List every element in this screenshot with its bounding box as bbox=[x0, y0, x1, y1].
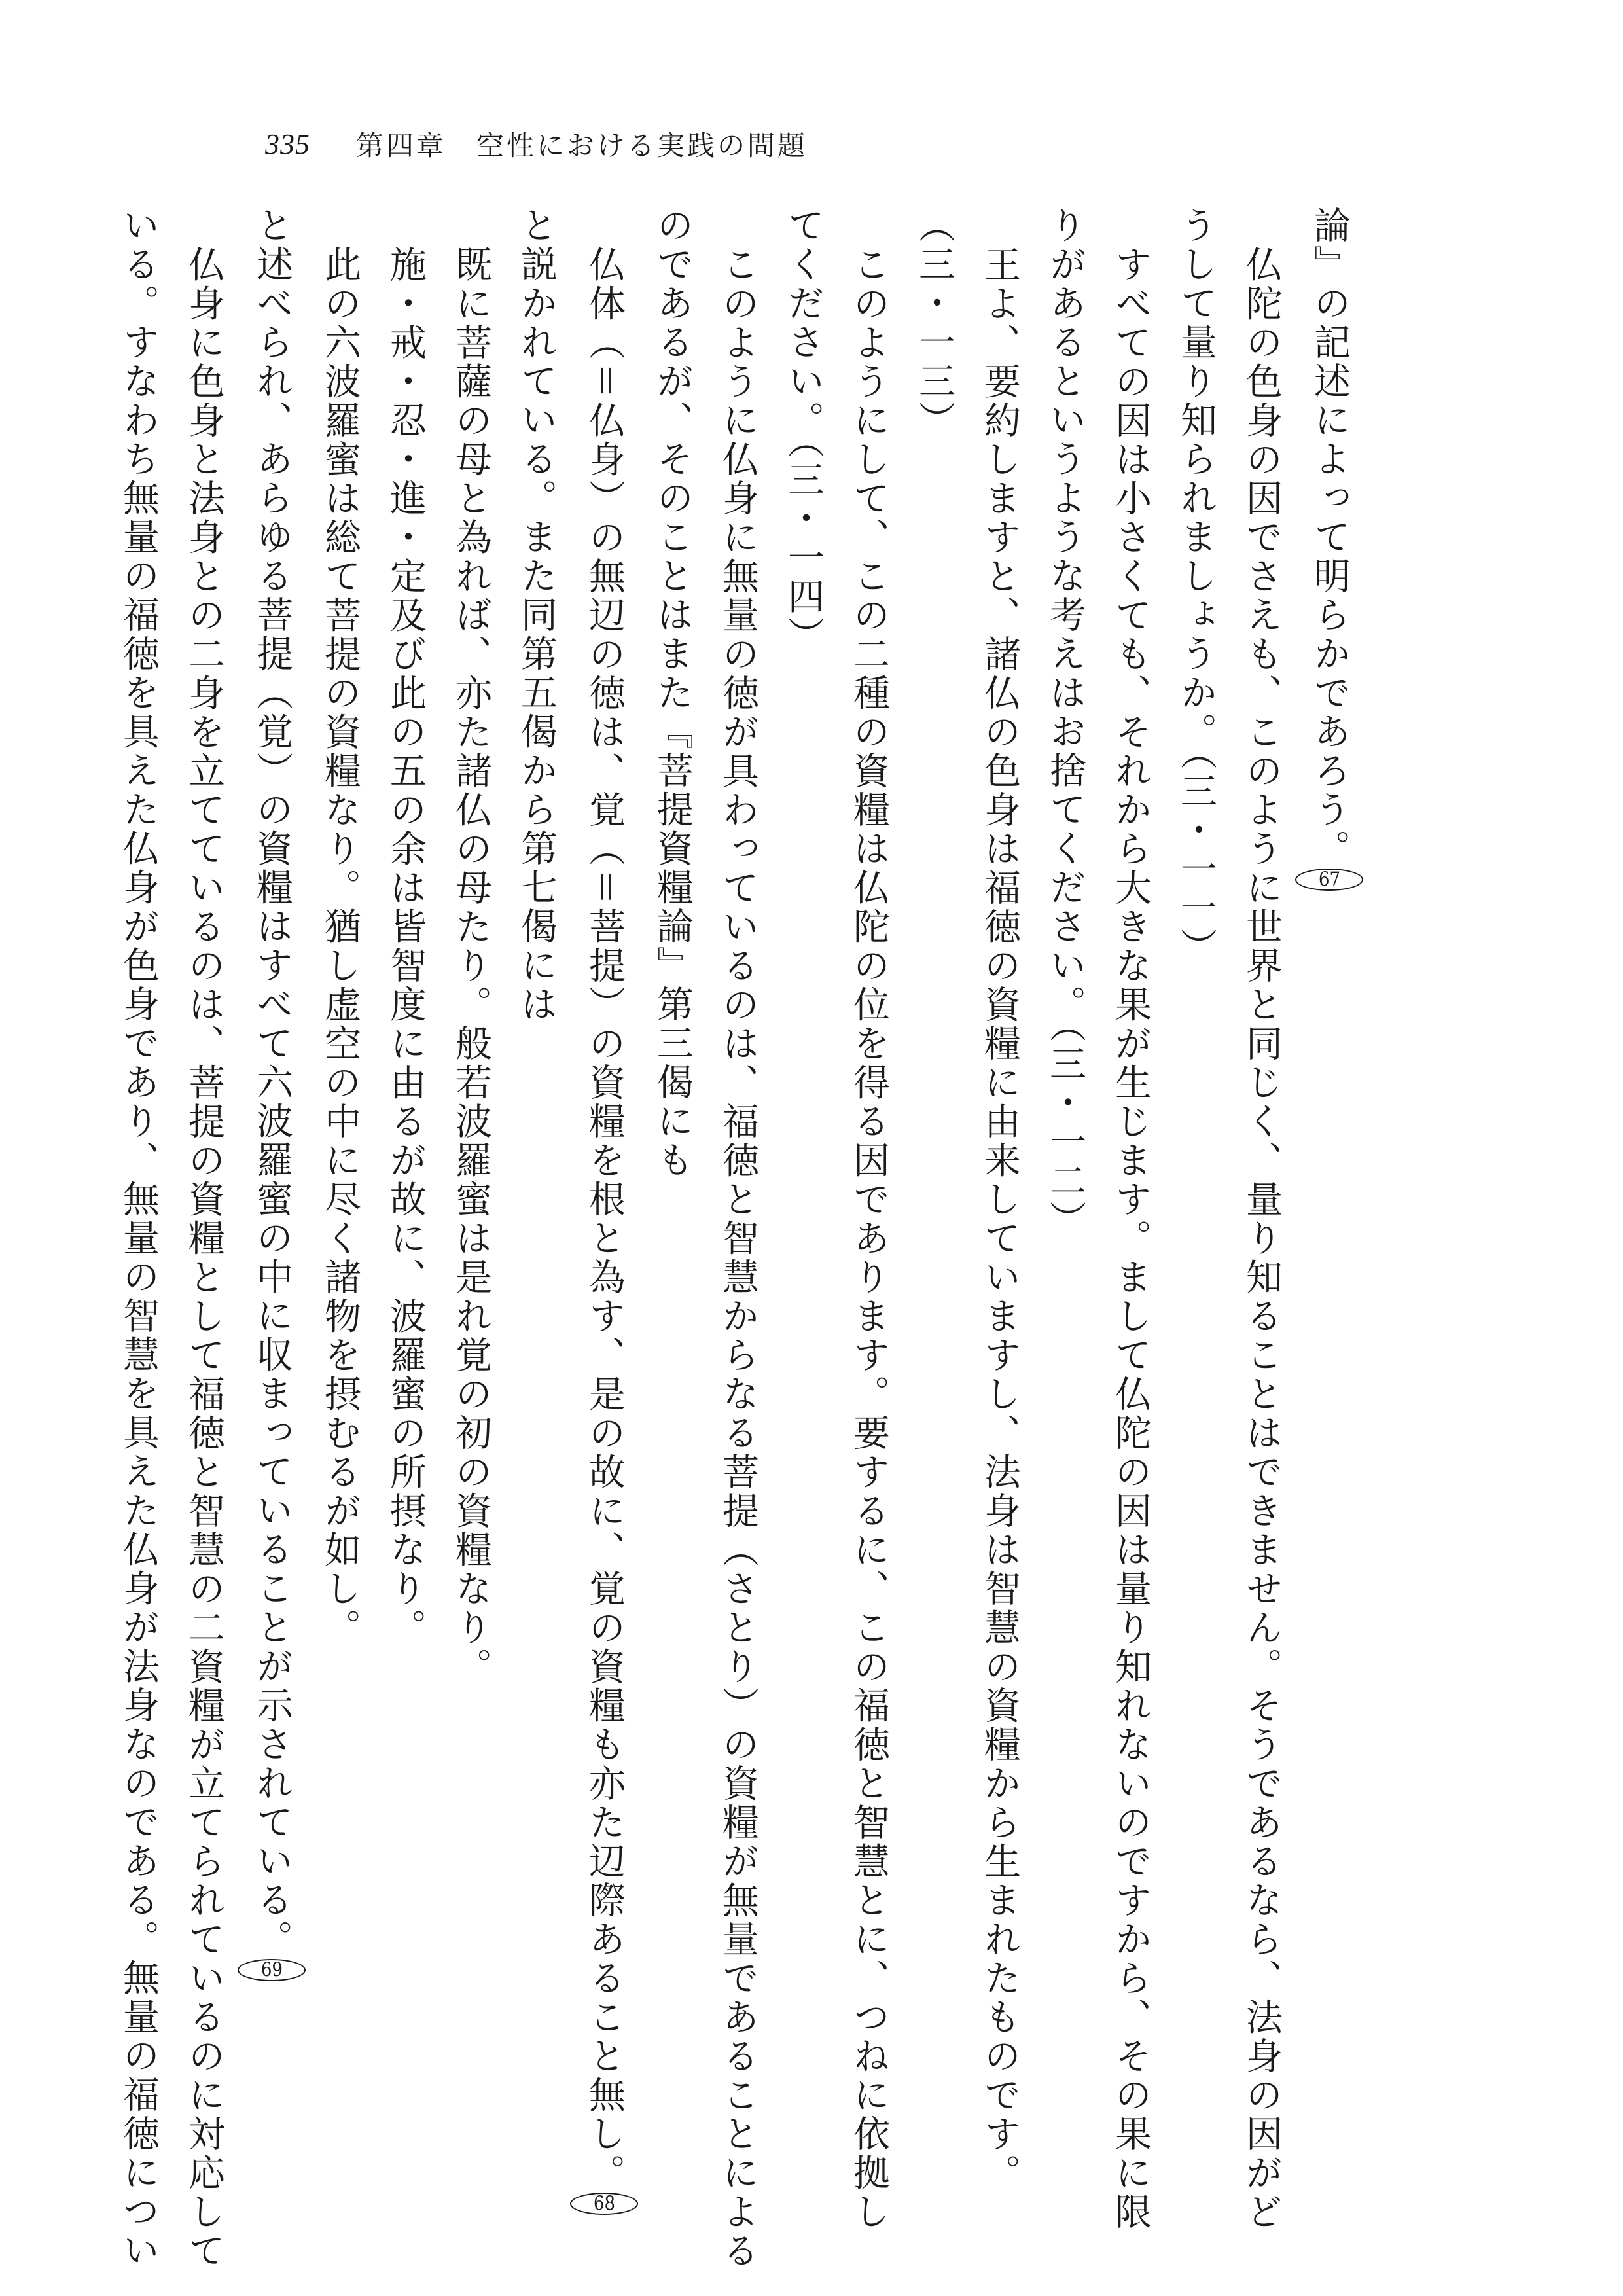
quote-line: 施・戒・忍・進・定及び此の五の余は皆智度に由るが故に、波羅蜜の所摂なり。 bbox=[384, 245, 427, 1647]
quote-line: 王よ、要約しますと、諸仏の色身は福徳の資糧に由来していますし、法身は智慧の資糧から生まれたものです。 bbox=[978, 245, 1021, 2193]
text-line: 論』の記述によって明らかであろう。67 bbox=[1294, 206, 1364, 2026]
paragraph-line: のであるが、そのことはまた『菩提資糧論』第三偈にも bbox=[651, 206, 694, 1180]
quote-line: てください。（三・一四） bbox=[782, 206, 825, 655]
page-header bbox=[265, 121, 808, 167]
quote-line: 仏陀の色身の因でさえも、このように世界と同じく、量り知ることはできません。そうであるなら、法身の因がど bbox=[1240, 245, 1283, 2232]
paragraph-line: いる。すなわち無量の福徳を具えた仏身が色身であり、無量の智慧を具えた仏身が法身なのである。無量の福徳につい bbox=[117, 206, 160, 2270]
note-marker: 69 bbox=[238, 1959, 306, 1981]
page-number: 335 bbox=[265, 128, 310, 160]
paragraph-line: 仏身に色身と法身との二身を立てているのは、菩提の資糧として福徳と智慧の二資糧が立てられているのに対応して bbox=[183, 245, 225, 2270]
quote-line: りがあるというような考えはお捨てください。（三・一二） bbox=[1044, 206, 1086, 1240]
quote-line: 既に菩薩の母と為れば、亦た諸仏の母たり。般若波羅蜜は是れ覚の初の資糧なり。 bbox=[450, 245, 492, 1687]
quote-line: 仏体（＝仏身）の無辺の徳は、覚（＝菩提）の資糧を根と為す、是の故に、覚の資糧も亦た辺際あること無し。68 bbox=[569, 206, 639, 2026]
quote-line: （三・一三） bbox=[913, 206, 955, 440]
paragraph-line: このように仏身に無量の徳が具わっているのは、福徳と智慧からなる菩提（さとり）の資糧が無量であることによる bbox=[717, 245, 759, 2270]
quote-line: すべての因は小さくても、それから大きな果が生じます。まして仏陀の因は量り知れないのですから、その果に限 bbox=[1109, 245, 1152, 2232]
running-title: 第四章 空性における実践の問題 bbox=[356, 130, 808, 162]
quote-line: うして量り知られましょうか。（三・一一） bbox=[1175, 206, 1217, 967]
paragraph-line: と説かれている。また同第五偈から第七偈には bbox=[515, 206, 558, 1024]
note-marker: 68 bbox=[570, 2193, 638, 2215]
paragraph-line: と述べられ、あらゆる菩提（覚）の資糧はすべて六波羅蜜の中に収まっていることが示されている。69 bbox=[236, 206, 307, 2026]
quote-line: 此の六波羅蜜は総て菩提の資糧なり。猶し虚空の中に尽く諸物を摂むるが如し。 bbox=[319, 245, 361, 1647]
quote-line: このようにして、この二種の資糧は仏陀の位を得る因であります。要するに、この福徳と智慧とに、つねに依拠し bbox=[847, 245, 890, 2232]
note-marker: 67 bbox=[1295, 869, 1363, 891]
body-text bbox=[117, 206, 1364, 2270]
